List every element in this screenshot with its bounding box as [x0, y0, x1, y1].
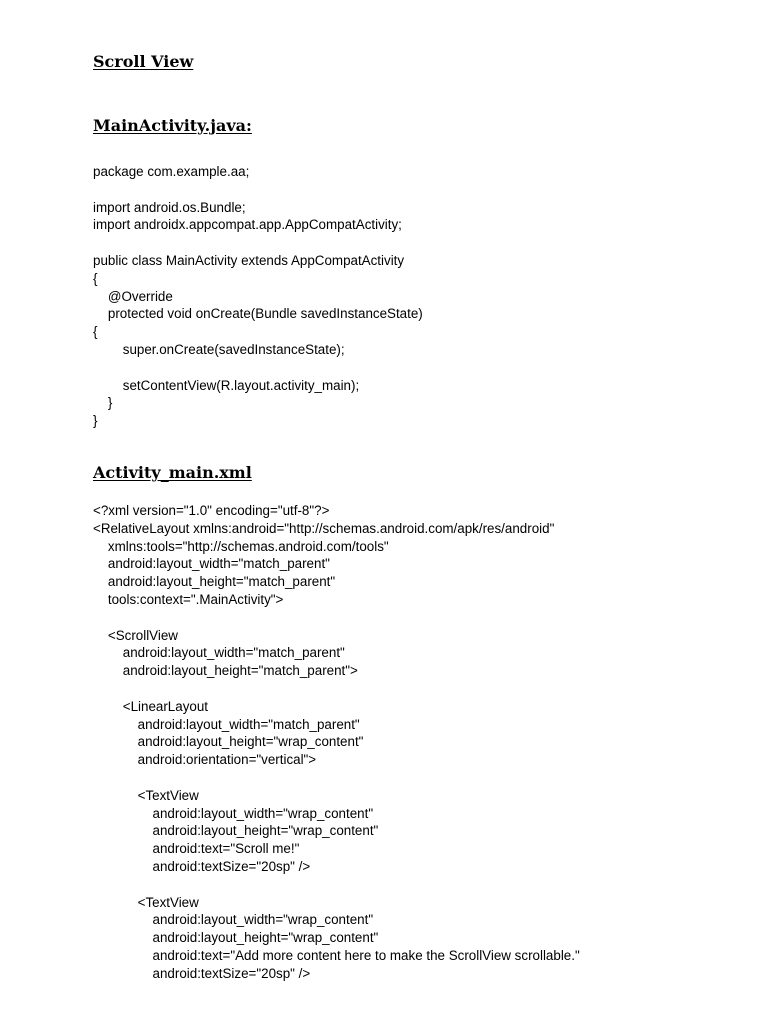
code-line: android:text="Add more content here to make the ScrollView scrollable." [93, 947, 580, 963]
code-line: import android.os.Bundle; [93, 199, 246, 215]
code-line: } [93, 413, 98, 429]
code-line: android:textSize="20sp" /> [93, 858, 311, 874]
code-line: android:layout_width="match_parent" [93, 645, 345, 661]
code-line: xmlns:tools="http://schemas.android.com/tools" [93, 538, 389, 554]
code-line: android:layout_width="wrap_content" [93, 912, 374, 928]
code-line: tools:context=".MainActivity"> [93, 591, 284, 607]
code-line: android:layout_width="match_parent" [93, 716, 360, 732]
code-line: { [93, 324, 98, 340]
code-line: android:layout_width="wrap_content" [93, 805, 374, 821]
code-line: android:orientation="vertical"> [93, 752, 317, 768]
code-line: protected void onCreate(Bundle savedInstanceState) [93, 306, 423, 322]
code-line: { [93, 270, 98, 286]
code-line [93, 181, 423, 199]
code-line: package com.example.aa; [93, 164, 250, 179]
code-line [93, 769, 580, 787]
code-line: <RelativeLayout xmlns:android="http://schemas.android.com/apk/res/android" [93, 520, 555, 536]
code-line: <?xml version="1.0" encoding="utf-8"?> [93, 503, 330, 518]
code-line: android:textSize="20sp" /> [93, 965, 311, 981]
code-line: <TextView [93, 894, 199, 910]
code-line: <LinearLayout [93, 698, 209, 714]
code-line [93, 234, 423, 252]
code-line: @Override [93, 288, 173, 304]
code-line [93, 359, 423, 377]
title-scroll-view: Scroll View [93, 52, 194, 71]
code-line [93, 680, 580, 698]
code-line [93, 609, 580, 627]
code-line: android:layout_height="wrap_content" [93, 930, 379, 946]
code-line: public class MainActivity extends AppCompatActivity [93, 252, 405, 268]
heading-activity-main-xml: Activity_main.xml [93, 463, 252, 482]
code-line: android:layout_width="match_parent" [93, 556, 330, 572]
code-line: super.onCreate(savedInstanceState); [93, 341, 345, 357]
code-line: android:layout_height="match_parent" [93, 574, 336, 590]
code-line: } [93, 395, 113, 411]
code-line: android:layout_height="wrap_content" [93, 823, 379, 839]
code-line: <TextView [93, 787, 199, 803]
code-line: import androidx.appcompat.app.AppCompatActivity; [93, 217, 402, 233]
code-line: <ScrollView [93, 627, 178, 643]
code-line: android:text="Scroll me!" [93, 841, 300, 857]
code-line [93, 876, 580, 894]
java-code-block [93, 163, 423, 430]
xml-code-block [93, 502, 580, 983]
code-line: android:layout_height="match_parent"> [93, 663, 358, 679]
code-line: android:layout_height="wrap_content" [93, 734, 364, 750]
heading-main-activity-java: MainActivity.java: [93, 116, 252, 135]
code-line: setContentView(R.layout.activity_main); [93, 377, 360, 393]
